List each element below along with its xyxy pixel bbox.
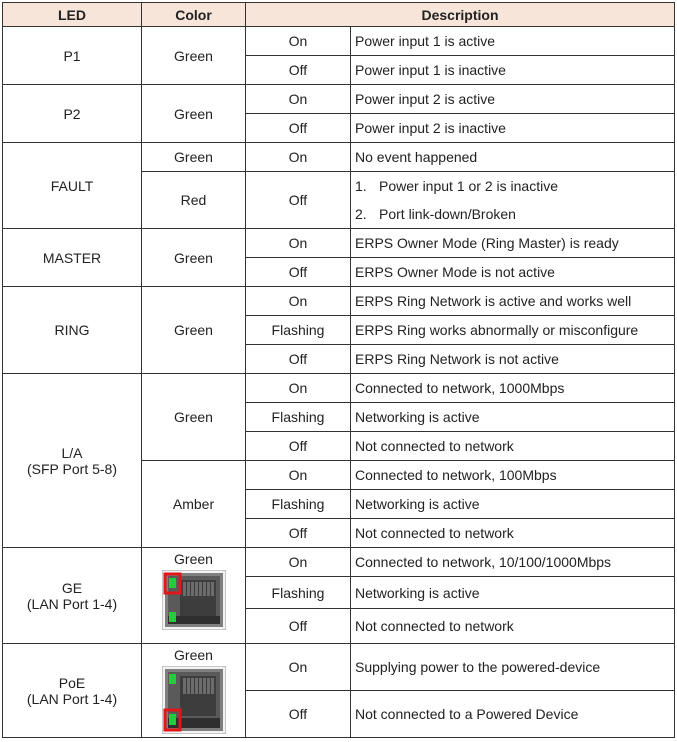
led-color: Red <box>142 172 246 229</box>
led-description: Connected to network, 1000Mbps <box>351 374 675 403</box>
led-state: Off <box>246 172 351 229</box>
list-text: Port link-down/Broken <box>379 206 516 222</box>
led-color: Green <box>142 287 246 374</box>
led-description: Networking is active <box>351 403 675 432</box>
table-row <box>3 85 675 114</box>
list-number: 1. <box>355 178 367 194</box>
header-description: Description <box>246 3 675 27</box>
table-row <box>3 143 675 172</box>
led-state: Off <box>246 609 351 644</box>
led-color-with-image <box>142 548 246 644</box>
led-description: Connected to network, 10/100/1000Mbps <box>351 548 675 577</box>
led-name-fault: FAULT <box>3 143 142 229</box>
led-status-table <box>2 2 675 738</box>
led-description: ERPS Owner Mode is not active <box>351 258 675 287</box>
header-led: LED <box>3 3 142 27</box>
led-description: Not connected to network <box>351 432 675 461</box>
led-description-list <box>351 172 675 229</box>
led-state: On <box>246 461 351 490</box>
led-description: Power input 2 is active <box>351 85 675 114</box>
led-state: Off <box>246 691 351 738</box>
led-name-sub: (SFP Port 5-8) <box>27 460 117 477</box>
led-state: On <box>246 27 351 56</box>
table-row <box>3 644 675 691</box>
led-name-main: L/A <box>61 444 83 461</box>
led-description: Connected to network, 100Mbps <box>351 461 675 490</box>
led-description: Networking is active <box>351 490 675 519</box>
led-description: Power input 2 is inactive <box>351 114 675 143</box>
led-description: No event happened <box>351 143 675 172</box>
rj45-port-icon <box>162 666 226 734</box>
led-state: Off <box>246 258 351 287</box>
led-state: On <box>246 374 351 403</box>
led-name-master: MASTER <box>3 229 142 287</box>
led-state: Flashing <box>246 403 351 432</box>
led-color: Green <box>142 85 246 143</box>
list-number: 2. <box>355 206 367 222</box>
led-state: Off <box>246 56 351 85</box>
led-name-main: PoE <box>58 674 86 691</box>
table-row <box>3 287 675 316</box>
led-description: ERPS Ring Network is active and works well <box>351 287 675 316</box>
led-state: Off <box>246 432 351 461</box>
led-state: On <box>246 644 351 691</box>
led-description: Networking is active <box>351 577 675 609</box>
led-state: Off <box>246 345 351 374</box>
led-description: Power input 1 is active <box>351 27 675 56</box>
table-header-row <box>3 3 675 27</box>
led-state: On <box>246 85 351 114</box>
led-name-sub: (LAN Port 1-4) <box>26 690 118 707</box>
led-state: Flashing <box>246 577 351 609</box>
led-color: Green <box>142 229 246 287</box>
table-row <box>3 374 675 403</box>
led-state: Off <box>246 114 351 143</box>
led-name-poe <box>3 644 142 738</box>
led-name-sub: (LAN Port 1-4) <box>26 595 118 612</box>
led-name-main: GE <box>61 579 83 596</box>
led-description: Power input 1 is inactive <box>351 56 675 85</box>
table-row <box>3 229 675 258</box>
led-state: Off <box>246 519 351 548</box>
led-description: ERPS Owner Mode (Ring Master) is ready <box>351 229 675 258</box>
led-name-p1: P1 <box>3 27 142 85</box>
led-state: On <box>246 143 351 172</box>
led-state: On <box>246 229 351 258</box>
led-state: On <box>246 287 351 316</box>
led-color: Green <box>142 374 246 461</box>
led-color: Amber <box>142 461 246 548</box>
led-color-with-image <box>142 644 246 738</box>
led-description: Not connected to a Powered Device <box>351 691 675 738</box>
led-color: Green <box>174 647 213 663</box>
list-item <box>355 172 674 200</box>
led-description: Supplying power to the powered-device <box>351 644 675 691</box>
led-state: Flashing <box>246 316 351 345</box>
led-name-ge <box>3 548 142 644</box>
led-name-p2: P2 <box>3 85 142 143</box>
led-description: Not connected to network <box>351 519 675 548</box>
led-description: ERPS Ring works abnormally or misconfigure <box>351 316 675 345</box>
led-color: Green <box>174 551 213 567</box>
list-item <box>355 200 674 228</box>
led-state: Flashing <box>246 490 351 519</box>
led-name-la <box>3 374 142 548</box>
led-name-ring: RING <box>3 287 142 374</box>
rj45-port-icon <box>162 570 226 630</box>
table-row <box>3 548 675 577</box>
table-row <box>3 27 675 56</box>
led-state: On <box>246 548 351 577</box>
led-description: ERPS Ring Network is not active <box>351 345 675 374</box>
led-color: Green <box>142 143 246 172</box>
led-description: Not connected to network <box>351 609 675 644</box>
list-text: Power input 1 or 2 is inactive <box>379 178 558 194</box>
header-color: Color <box>142 3 246 27</box>
led-color: Green <box>142 27 246 85</box>
